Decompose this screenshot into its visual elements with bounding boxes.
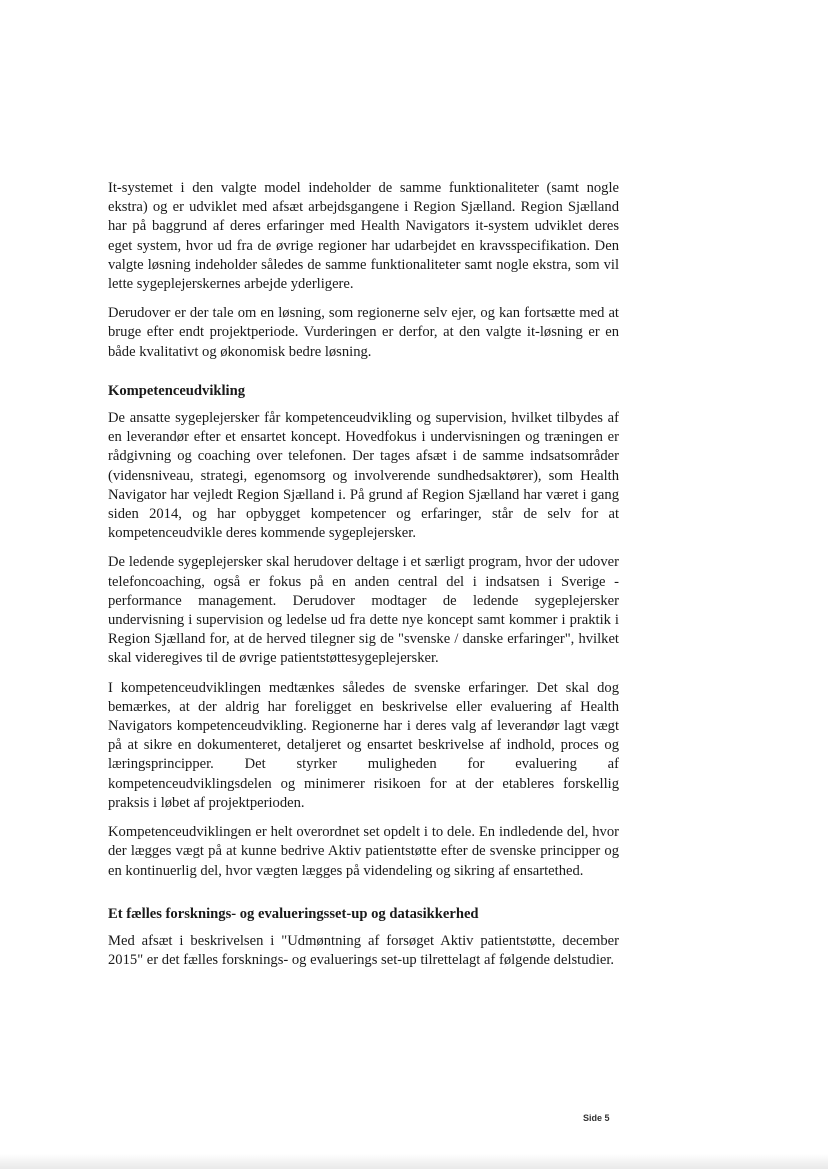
page-body: [108, 179, 619, 980]
paragraph-research-1: Med afsæt i beskrivelsen i "Udmøntning af forsøget Aktiv patientstøtte, december 2015" er det fælles forsknings- og evaluerings set-up tilrettelagt af følgende delstudier.: [108, 932, 619, 969]
page-number: Side 5: [583, 1113, 610, 1123]
scan-bottom-edge: [0, 1154, 828, 1169]
paragraph-it-system: It-systemet i den valgte model indeholder de samme funktionaliteter (samt nogle ekstra) og er udviklet med afsæt arbejdsgangene i Region Sjælland. Region Sjælland har på baggrund af deres erfaringer med Health Navigators it-system udviklet deres eget system, hvor ud fra de øvrige regioner har udarbejdet en kravsspecifikation. Den valgte løsning indeholder således de samme funktionaliteter samt nogle ekstra, som vil lette sygeplejerskernes arbejde yderligere.: [108, 180, 619, 293]
paragraph-solution-ownership: Derudover er der tale om en løsning, som regionerne selv ejer, og kan fortsætte med at bruge efter endt projektperiode. Vurderingen er derfor, at den valgte it-løsning er en både kvalitativt og økonomisk bedre løsning.: [108, 305, 619, 360]
section-heading-research: Et fælles forsknings- og evalueringsset-up og datasikkerhed: [108, 905, 479, 922]
paragraph-competence-3: I kompetenceudviklingen medtænkes således de svenske erfaringer. Det skal dog bemærkes, at der aldrig har foreligget en beskrivelse eller evaluering af Health Navigators kompetenceudvikling. Regionerne har i deres valg af leverandør lagt vægt på at sikre en dokumenteret, detaljeret og ensartet beskrivelse af indhold, proces og læringsprincipper. Det styrker muligheden for evaluering af kompetenceudviklingsdelen og minimerer risikoen for at der etableres forskellig praksis i løbet af projektperioden.: [108, 679, 619, 811]
section-heading-competence: Kompetenceudvikling: [108, 382, 246, 399]
paragraph-competence-1: De ansatte sygeplejersker får kompetenceudvikling og supervision, hvilket tilbydes af en leverandør efter et ensartet koncept. Hovedfokus i undervisningen og træningen er rådgivning og coaching over telefonen. Der tages afsæt i de samme indsatsområder (vidensniveau, strategi, egenomsorg og involverende sundhedsaktører), som Health Navigator har vejledt Region Sjælland i. På grund af Region Sjælland har været i gang siden 2014, og har opbygget kompetencer og erfaringer, står de selv for at kompetenceudvikle deres kommende sygeplejersker.: [108, 410, 619, 542]
paragraph-competence-2: De ledende sygeplejersker skal herudover deltage i et særligt program, hvor der udover telefoncoaching, også er fokus på en anden central del i indsatsen i Sverige - performance management. Derudover modtager de ledende sygeplejersker undervisning i supervision og ledelse ud fra dette nye koncept samt kommer i praktik i Region Sjælland for, at de herved tilegner sig de "svenske / danske erfaringer", hvilket skal videregives til de øvrige patientstøttesygeplejersker.: [108, 554, 619, 667]
paragraph-competence-4: Kompetenceudviklingen er helt overordnet set opdelt i to dele. En indledende del, hvor der lægges vægt på at kunne bedrive Aktiv patientstøtte efter de svenske principper og en kontinuerlig del, hvor vægten lægges på videndeling og sikring af ensartethed.: [108, 824, 619, 879]
